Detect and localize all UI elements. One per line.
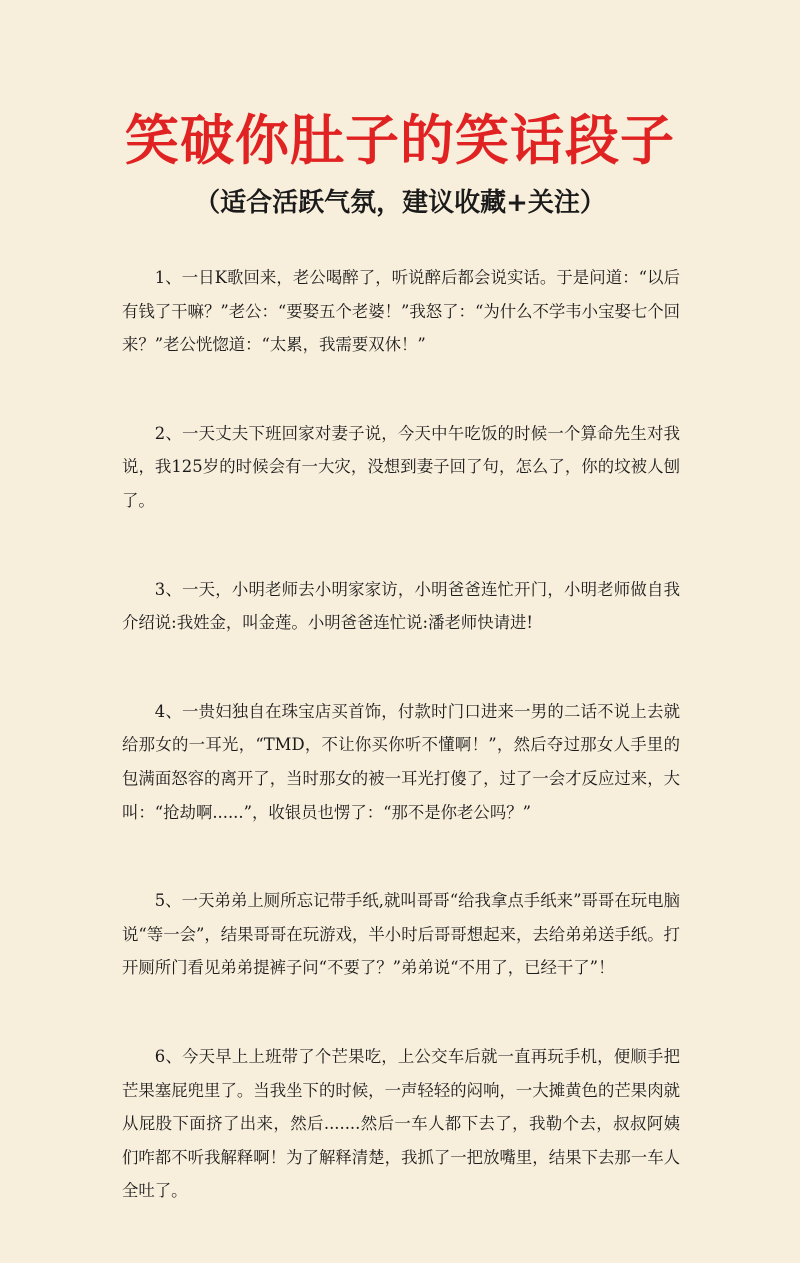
joke-paragraph-4: 4、一贵妇独自在珠宝店买首饰，付款时门口进来一男的二话不说上去就给那女的一耳光，“TMD，不让你买你听不懂啊！”，然后夺过那女人手里的包满面怒容的离开了，当时那女的被一耳光打傻了，过了一会才反应过来，大叫：“抢劫啊......”，收银员也愣了：“那不是你老公吗？” [122,701,680,822]
joke-paragraph-2: 2、一天丈夫下班回家对妻子说，今天中午吃饭的时候一个算命先生对我说，我125岁的时候会有一大灾，没想到妻子回了句，怎么了，你的坟被人刨了。 [122,423,680,510]
joke-paragraph-3: 3、一天，小明老师去小明家家访，小明爸爸连忙开门，小明老师做自我介绍说:我姓金，叫金莲。小明爸爸连忙说:潘老师快请进! [122,579,680,633]
page-subtitle: （适合活跃气氛，建议收藏+关注） [194,188,606,218]
joke-list [122,261,680,1263]
joke-paragraph-6: 6、今天早上上班带了个芒果吃，上公交车后就一直再玩手机，便顺手把芒果塞屁兜里了。当我坐下的时候，一声轻轻的闷响，一大摊黄色的芒果肉就从屁股下面挤了出来，然后.......然后一车人都下去了，我勒个去，叔叔阿姨们咋都不听我解释啊！为了解释清楚，我抓了一把放嘴里，结果下去那一车人全吐了。 [122,1046,680,1201]
joke-paragraph-1: 1、一日K歌回来，老公喝醉了，听说醉后都会说实话。于是问道：“以后有钱了干嘛？”老公：“要娶五个老婆！”我怒了：“为什么不学韦小宝娶七个回来？”老公恍惚道：“太累，我需要双休！” [122,268,681,355]
joke-paragraph-5: 5、一天弟弟上厕所忘记带手纸,就叫哥哥“给我拿点手纸来”哥哥在玩电脑说“等一会”，结果哥哥在玩游戏，半小时后哥哥想起来，去给弟弟送手纸。打开厕所门看见弟弟提裤子问“不要了？”弟弟说“不用了，已经干了”！ [122,891,680,978]
page-title: 笑破你肚子的笑话段子 [125,109,675,172]
